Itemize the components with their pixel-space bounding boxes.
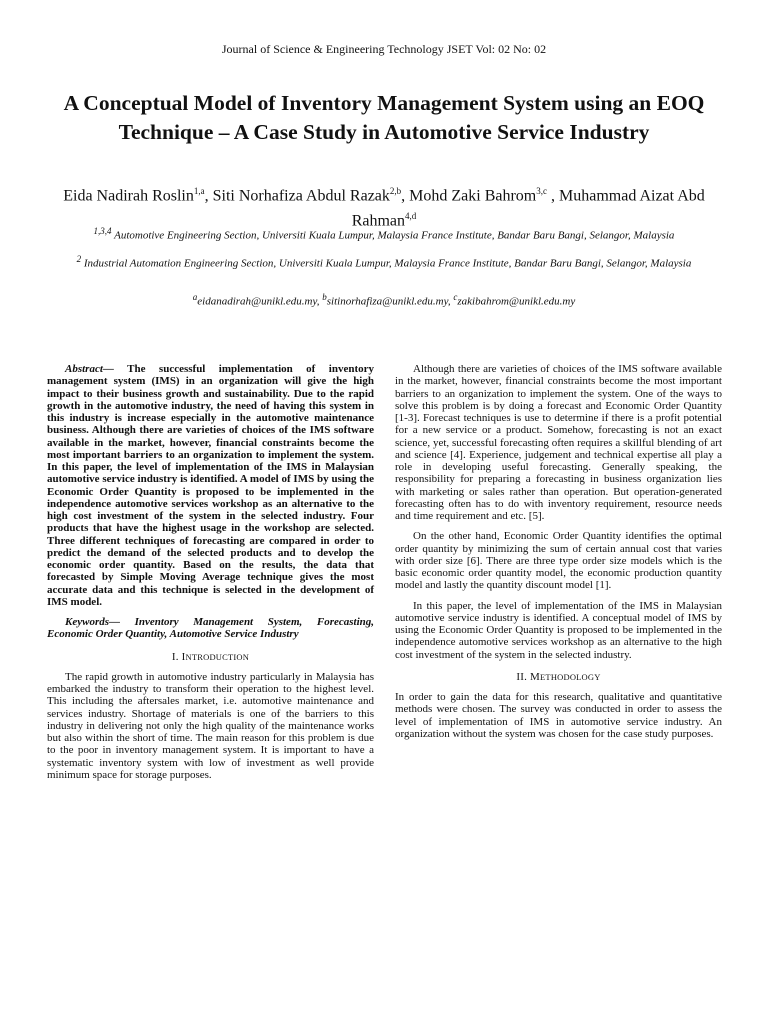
section-heading-methodology [395, 671, 722, 683]
intro-paragraph: The rapid growth in automotive industry particularly in Malaysia has embarked the industry to transform their operation to the highest level. This including the aftersales market, i.e. automotive maintenance and services industry. Shortage of materials is one of the barriers to this industry in delivering not only the high quality of the maintenance works but also within the short of time. The main reason for this problem is due to the poor in inventory management system. It is important to have a systematic inventory system with low of investment as well provide minimum space for storage purposes. [47, 670, 374, 781]
author-name: Siti Norhafiza Abdul Razak [212, 187, 390, 205]
body-paragraph: In this paper, the level of implementation of the IMS in Malaysian automotive service industry is identified. A conceptual model of IMS by using the Economic Order Quantity is proposed to be implemented in the independence automotive services workshop as an alternative to the high cost investment of the system in the selected industry. [395, 599, 722, 661]
email-sup: b [322, 292, 327, 302]
section-rest: NTRODUCTION [185, 651, 250, 662]
abstract-lead: Abstract— [65, 363, 114, 375]
email-link[interactable]: sitinorhafiza@unikl.edu.my, [326, 295, 454, 308]
right-column [395, 363, 722, 748]
email-sup: a [192, 292, 198, 302]
section-number: II. [516, 670, 531, 683]
abstract [47, 363, 374, 608]
method-paragraph: In order to gain the data for this research, qualitative and quantitative methods were chosen. The survey was conducted in order to assess the level of implementation of IMS in automotive service industry. An organization without the system was chosen for the case study purposes. [395, 691, 722, 740]
email-list [44, 292, 724, 308]
journal-header: Journal of Science & Engineering Technology JSET Vol: 02 No: 02 [221, 42, 547, 56]
left-column [47, 363, 374, 789]
body-paragraph: Although there are varieties of choices of the IMS software available in the market, however, financial constraints become the most important barriers to an organization to implement the system. One of the ways to solve this problem is by doing a forecast and Economic Order Quantity [1-3]. Forecast techniques is use to determine if there is a profit potential for a new service or a product. Somehow, forecasting is not an exact science, yet, successful forecasting often requires a skillful blending of art and science [4]. Experience, judgement and technical expertise all play a role in developing useful forecasting. Generally speaking, the responsibility for preparing a forecasting in business organization lies with marketing or sales rather than operation. But operation-generated forecasting often has to do with inventory requirement, resource needs and time requirement and etc. [5]. [395, 363, 722, 522]
affiliation-text: Automotive Engineering Section, Universiti Kuala Lumpur, Malaysia France Institute, Bandar Baru Bangi, Selangor, Malaysia [111, 229, 675, 242]
email-link[interactable]: zakibahrom@unikl.edu.my [457, 295, 576, 308]
affiliation-sup: 2 [76, 254, 82, 264]
author-separator: , [547, 187, 559, 205]
section-rest: ETHODOLOGY [540, 671, 601, 682]
body-paragraph: On the other hand, Economic Order Quantity identifies the optimal order quantity by minimizing the sum of certain annual cost that varies with order size [6]. There are three type order size models which is the basic economic order quantity model, the economic production quantity model and lastly the quantity discount model [1]. [395, 530, 722, 592]
affiliation-text: Industrial Automation Engineering Section, Universiti Kuala Lumpur, Malaysia France Institute, Bandar Baru Bangi, Selangor, Malaysia [81, 257, 692, 270]
section-number: I. [171, 650, 182, 663]
author-separator: , [204, 187, 213, 205]
paper-title: A Conceptual Model of Inventory Management System using an EOQ Technique – A Case Study in Automotive Service Industry [63, 91, 705, 144]
author-name: Eida Nadirah Roslin [63, 187, 194, 205]
author-name: Mohd Zaki Bahrom [409, 187, 537, 205]
section-initial: M [530, 670, 541, 683]
affiliation-1 [44, 224, 724, 243]
email-sup: c [453, 292, 458, 302]
keywords: Keywords— Inventory Management System, Forecasting, Economic Order Quantity, Automotive Service Industry [47, 616, 374, 641]
author-sup: 3,c [536, 186, 547, 196]
abstract-text: The successful implementation of inventory management system (IMS) in an organization will give the high impact to their business growth and sustainability. Due to the rapid growth in the automotive industry, the need of having this system in this industry is increase especially in the automotive maintenance business. Although there are varieties of choices of the IMS software available in the market, however, financial constraints become the most important barriers to an organization to implement the system. In this paper, the level of implementation of the IMS in Malaysian automotive service industry is identified. A model of IMS by using the Economic Order Quantity is proposed to be implemented in the independence automotive services workshop as an alternative to the high cost investment of the system in the selected industry. Four products that have the highest usage in the workshop are selected. Three different techniques of forecasting are compared in order to predict the demand of the selected products and to develop the economic order quantity. Based on the results, the data that forecasted by Simple Moving Average technique gives the most accurate data and this technique is selected in the development of IMS model. [47, 363, 374, 608]
author-sup: 2,b [389, 186, 402, 196]
section-initial: I [181, 650, 186, 663]
author-separator: , [401, 187, 410, 205]
affiliation-sup: 1,3,4 [93, 226, 112, 236]
author-sup: 1,a [193, 186, 205, 196]
author-sup: 4,d [405, 211, 417, 222]
affiliation-2 [44, 252, 724, 271]
section-heading-introduction [47, 651, 374, 663]
email-link[interactable]: eidanadirah@unikl.edu.my, [197, 295, 323, 308]
author-name: Muhammad Aizat Abd Rahman [351, 187, 705, 230]
